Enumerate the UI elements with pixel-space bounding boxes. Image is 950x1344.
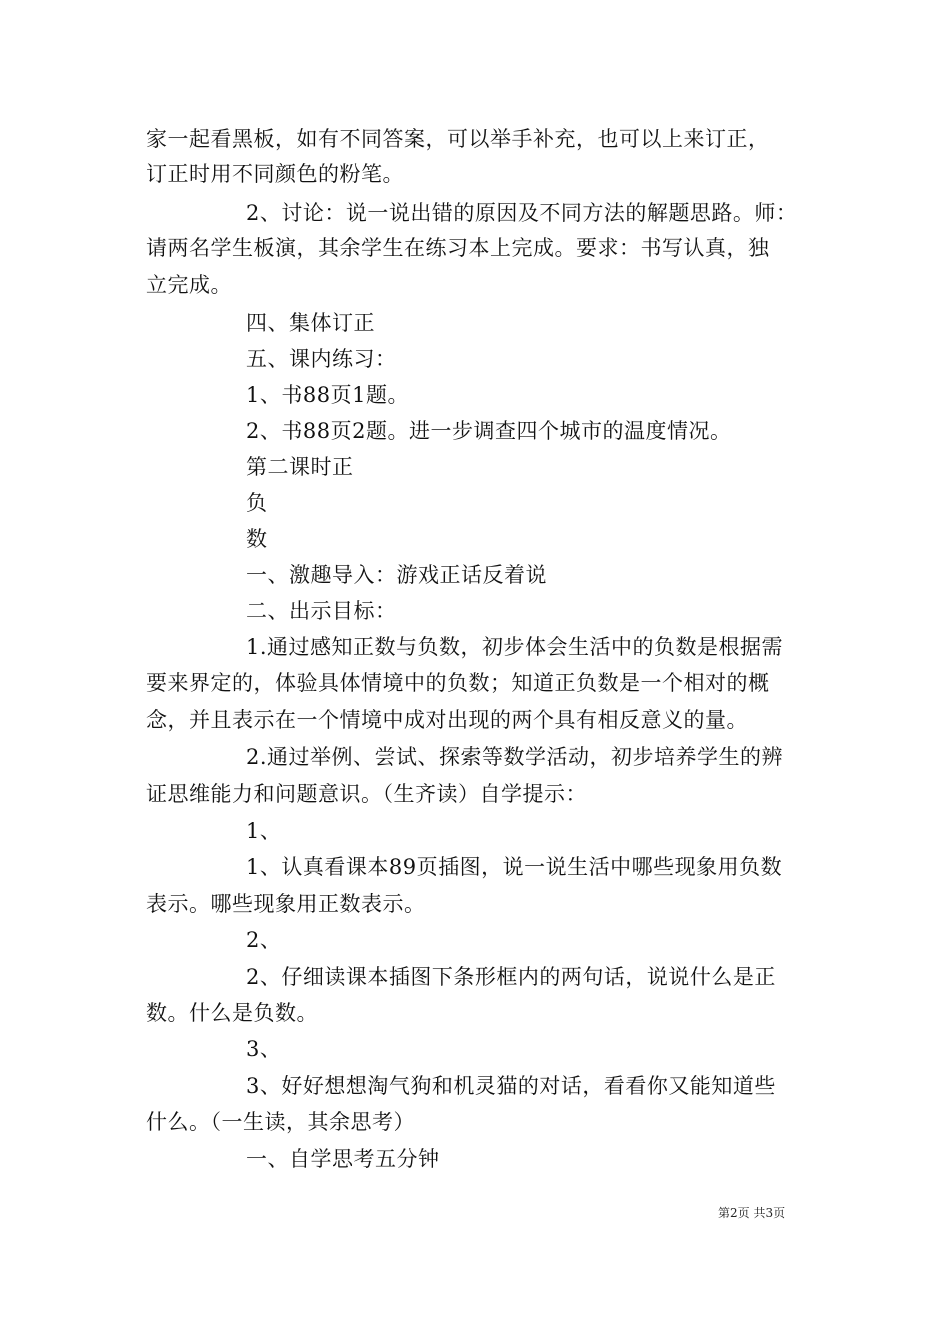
lesson-title: 数 xyxy=(246,527,268,551)
text-line: 3、好好想想淘气狗和机灵猫的对话，看看你又能知道些 xyxy=(246,1074,776,1098)
text-line: 念，并且表示在一个情境中成对出现的两个具有相反意义的量。 xyxy=(146,708,748,732)
page-number-footer: 第2页 共3页 xyxy=(718,1206,786,1220)
text-line: 订正时用不同颜色的粉笔。 xyxy=(146,162,404,186)
section-heading: 五、课内练习： xyxy=(246,347,397,371)
text-line: 1、 xyxy=(246,819,282,843)
text-line: 1、认真看课本89页插图，说一说生活中哪些现象用负数 xyxy=(246,855,783,879)
text-line: 请两名学生板演，其余学生在练习本上完成。要求：书写认真，独 xyxy=(146,236,770,260)
text-line: 证思维能力和问题意识。（生齐读）自学提示： xyxy=(146,782,587,806)
lesson-title: 负 xyxy=(246,491,268,515)
text-line: 2、 xyxy=(246,928,282,952)
section-heading: 四、集体订正 xyxy=(246,311,375,335)
text-line: 2.通过举例、尝试、探索等数学活动，初步培养学生的辨 xyxy=(246,745,784,769)
lesson-title: 第二课时正 xyxy=(246,455,354,479)
section-heading: 一、自学思考五分钟 xyxy=(246,1147,440,1171)
text-line: 1、书88页1题。 xyxy=(246,383,409,407)
text-line: 家一起看黑板，如有不同答案，可以举手补充，也可以上来订正， xyxy=(146,127,770,151)
text-line: 2、仔细读课本插图下条形框内的两句话，说说什么是正 xyxy=(246,965,776,989)
text-line: 2、书88页2题。进一步调查四个城市的温度情况。 xyxy=(246,419,732,443)
section-heading: 二、出示目标： xyxy=(246,599,397,623)
text-line: 立完成。 xyxy=(146,273,232,297)
text-line: 2、讨论：说一说出错的原因及不同方法的解题思路。师： xyxy=(246,201,798,225)
text-line: 什么。（一生读，其余思考） xyxy=(146,1110,415,1134)
section-heading: 一、激趣导入：游戏正话反着说 xyxy=(246,563,547,587)
text-line: 表示。哪些现象用正数表示。 xyxy=(146,892,426,916)
text-line: 3、 xyxy=(246,1037,282,1061)
text-line: 1.通过感知正数与负数，初步体会生活中的负数是根据需 xyxy=(246,635,784,659)
text-line: 数。什么是负数。 xyxy=(146,1001,318,1025)
text-line: 要来界定的，体验具体情境中的负数；知道正负数是一个相对的概 xyxy=(146,671,770,695)
